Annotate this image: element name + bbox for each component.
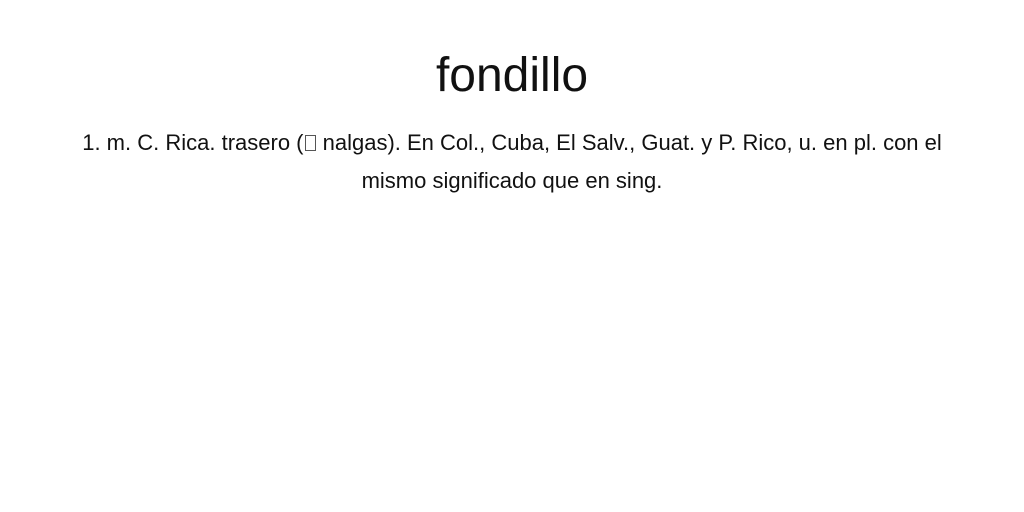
- definition-text-end: nalgas). En Col., Cuba, El Salv., Guat. y P. Rico, u. en pl. con el mismo significado que en sing.: [316, 130, 942, 193]
- dictionary-entry: [0, 0, 1024, 200]
- definition: [77, 124, 947, 200]
- missing-glyph-icon: [305, 135, 316, 151]
- definition-text-start: 1. m. C. Rica. trasero (: [82, 130, 304, 155]
- headword: fondillo: [435, 49, 589, 102]
